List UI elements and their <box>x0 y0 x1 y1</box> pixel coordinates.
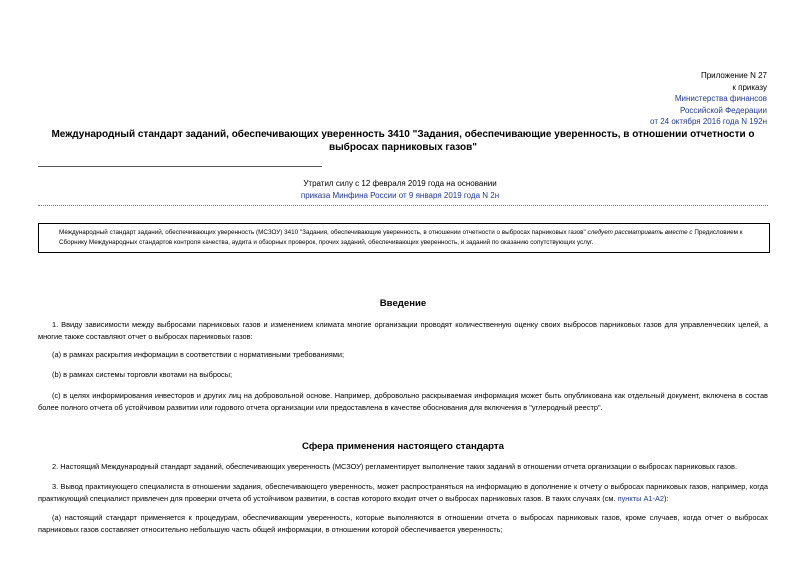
paragraph-2: 2. Настоящий Международный стандарт заданий, обеспечивающих уверенность (МСЗОУ) регламентирует выполнение таких заданий в отношении отчета организации о выбросах парниковых газов. <box>52 462 738 471</box>
annex-number: Приложение N 27 <box>700 71 767 80</box>
paragraph-1a: (a) в рамках раскрытия информации в соответствии с нормативными требованиями; <box>52 350 345 359</box>
paragraph-3a: (a) настоящий стандарт применяется к процедурам, обеспечивающим уверенность, которые выполняются в отношении отчета о выбросах парниковых газов, кроме случаев, когда отчет о выбросах парниковых газов составляет относительно небольшую часть общей информации, в отношении которой обеспечивается уверенность; <box>38 513 768 534</box>
paragraph-3-text: 3. Вывод практикующего специалиста в отношении задания, обеспечивающего уверенность, может распространяться на информацию в дополнение к отчету о выбросах парниковых газов, например, когда практикующий специалист привлечен для проверки отчета об устойчивом развитии, в состав которого входит отчет о выбросах парниковых газов. В таких случаях (см. <box>38 482 768 503</box>
scope-heading: Сфера применения настоящего стандарта <box>302 441 504 452</box>
annex-ministry-link[interactable]: Министерства финансов <box>674 94 767 103</box>
divider-short <box>38 166 322 167</box>
document-title: Международный стандарт заданий, обеспечивающих уверенность 3410 "Задания, обеспечивающие уверенность, в отношении отчетности о выбросах парниковых газов" <box>51 129 755 153</box>
paragraph-1c: (c) в целях информирования инвесторов и других лиц на добровольной основе. Например, добровольно раскрываемая информация может быть опубликована как отдельный документ, включена в состав более полного отчета об устойчивом развитии или годового отчета организации или предоставлена в качестве обоснования для включения в "углеродный реестр". <box>38 391 768 412</box>
note-text <box>43 228 765 248</box>
paragraph-3-end: ): <box>663 493 669 503</box>
status-order-link[interactable]: приказа Минфина России от 9 января 2019 года N 2н <box>300 190 500 200</box>
divider-long <box>38 205 768 206</box>
paragraph-1: 1. Ввиду зависимости между выбросами парниковых газов и изменением климата многие организации проводят количественную оценку своих выбросов парниковых газов для управленческих целей, а многие также составляют отчет о выбросах парниковых газов: <box>38 320 768 341</box>
annex-federation-link[interactable]: Российской Федерации <box>680 105 767 115</box>
status-block <box>200 178 600 201</box>
intro-heading: Введение <box>379 298 427 309</box>
note-box <box>38 223 770 253</box>
paragraphs-a1-a2-link[interactable]: пункты A1-A2 <box>617 493 664 503</box>
note-part2: Предисловием к Сборнику Международных стандартов контроля качества, аудита и обзорных проверок, прочих заданий, обеспечивающих уверенность, и заданий по оказанию сопутствующих услуг. <box>59 229 743 246</box>
status-text: Утратил силу с 12 февраля 2019 года на основании <box>303 179 497 188</box>
paragraph-1b: (b) в рамках системы торговли квотами на выбросы; <box>52 370 233 379</box>
annex-block <box>650 70 767 128</box>
paragraph-3 <box>38 481 768 504</box>
note-italic: следует рассматривать вместе с <box>587 229 693 236</box>
annex-date-link[interactable]: от 24 октября 2016 года N 192н <box>650 117 767 126</box>
annex-to-order: к приказу <box>732 82 767 92</box>
note-part1: Международный стандарт заданий, обеспечивающих уверенность (МСЗОУ) 3410 "Задания, обеспечивающие уверенность, в отношении отчетности о выбросах парниковых газов" <box>59 229 588 236</box>
